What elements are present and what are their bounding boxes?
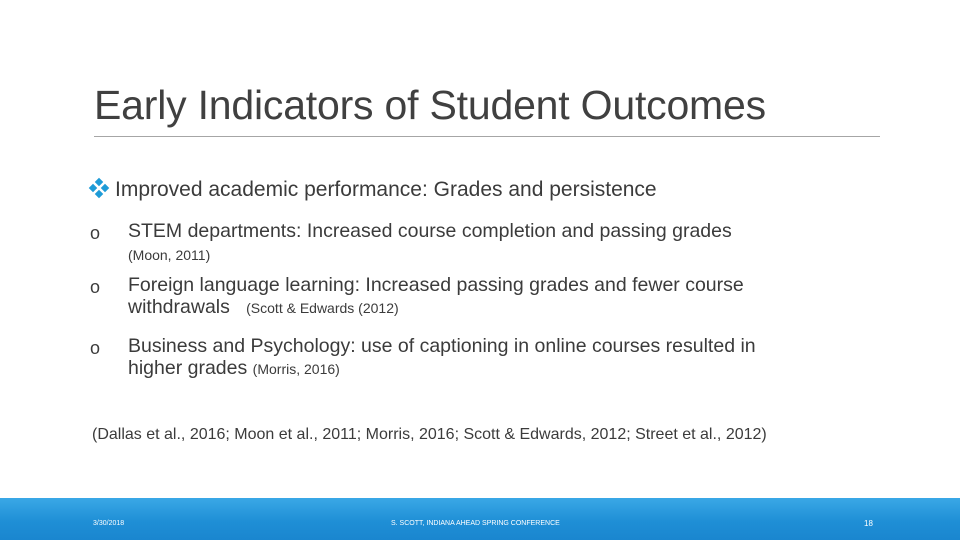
main-bullet-text: Improved academic performance: Grades and persistence xyxy=(115,178,657,201)
list-item-citation: (Scott & Edwards (2012) xyxy=(246,300,399,316)
hollow-circle-icon: o xyxy=(90,223,101,243)
list-item-text-line2: higher grades xyxy=(128,357,248,379)
footer-bar xyxy=(0,498,960,540)
references: (Dallas et al., 2016; Moon et al., 2011; Morris, 2016; Scott & Edwards, 2012; Street et al., 2012) xyxy=(92,426,767,443)
hollow-circle-icon: o xyxy=(90,338,101,358)
list-item-text-line1: Business and Psychology: use of captioning in online courses resulted in xyxy=(128,335,756,357)
main-bullet xyxy=(90,178,657,202)
footer-date: 3/30/2018 xyxy=(93,520,125,527)
page-number: 18 xyxy=(864,519,873,528)
diamond-cluster-icon xyxy=(90,179,108,197)
hollow-circle-icon: o xyxy=(90,277,101,297)
footer-center-text: S. SCOTT, INDIANA AHEAD SPRING CONFERENCE xyxy=(391,520,560,527)
list-item-citation: (Morris, 2016) xyxy=(252,361,340,377)
title-divider xyxy=(94,136,880,137)
list-item-citation: (Moon, 2011) xyxy=(128,247,211,263)
list-item-text-line1: Foreign language learning: Increased passing grades and fewer course xyxy=(128,274,744,296)
list-item-text: STEM departments: Increased course completion and passing grades xyxy=(128,220,732,242)
list-item-text-line2: withdrawals xyxy=(128,296,230,318)
slide-title: Early Indicators of Student Outcomes xyxy=(94,82,766,128)
